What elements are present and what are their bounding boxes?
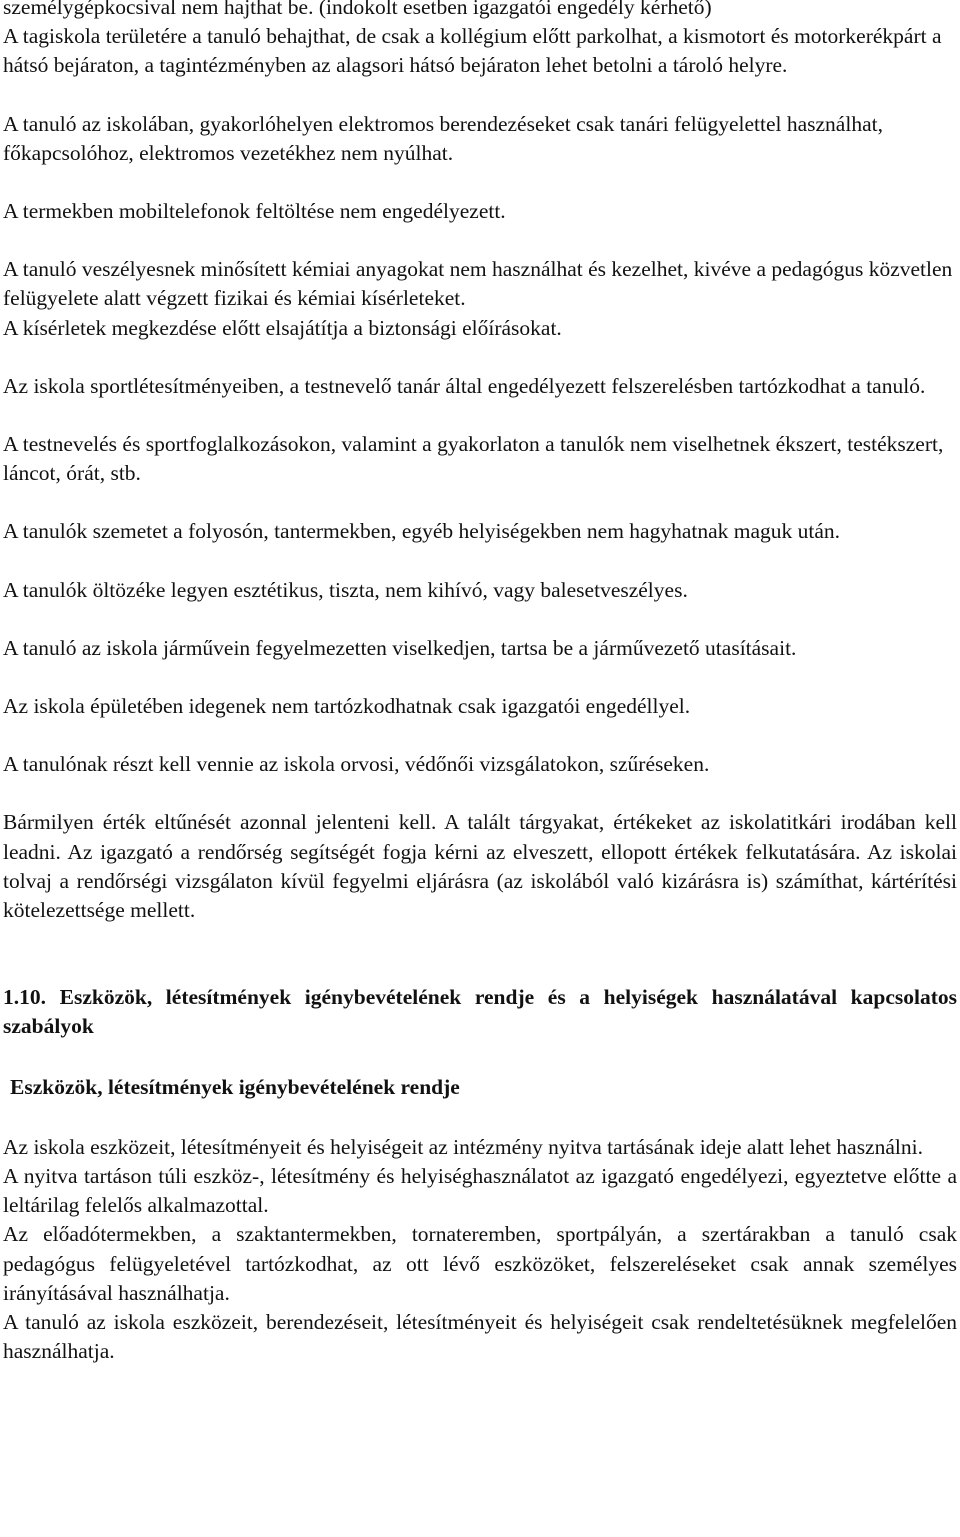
paragraph-supervised-rooms: Az előadótermekben, a szaktantermekben, tornateremben, sportpályán, a szertárakban a tanuló csak pedagógus felügyeletével tartózkodhat, az ott lévő eszközöket, felszereléseket csak annak személyes irányításával használhatja. <box>3 1222 957 1305</box>
paragraph-lost-valuables: Bármilyen érték eltűnését azonnal jelenteni kell. A talált tárgyakat, értékeket az iskolatitkári irodában kell leadni. Az igazgató a rendőrség segítségét fogja kérni az elveszett, ellopott értékek felkutatására. Az iskolai tolvaj a rendőrségi vizsgálaton kívül fegyelmi eljárásra (az iskolából való kizárásra is) számíthat, kártérítési kötelezettsége mellett. <box>3 810 957 923</box>
paragraph-clothing: A tanulók öltözéke legyen esztétikus, tiszta, nem kihívó, vagy balesetveszélyes. <box>3 577 688 602</box>
paragraph-medical-checks: A tanulónak részt kell vennie az iskola orvosi, védőnői vizsgálatokon, szűréseken. <box>3 752 710 777</box>
paragraph-safety-rules: A kísérletek megkezdése előtt elsajátítja a biztonsági előírásokat. <box>3 315 562 340</box>
section-subheading: Eszközök, létesítmények igénybevételének rendje <box>10 1074 460 1099</box>
paragraph-sports-facilities: Az iskola sportlétesítményeiben, a testnevelő tanár által engedélyezett felszerelésben tartózkodhat a tanuló. <box>3 373 926 398</box>
paragraph-after-hours-use: A nyitva tartáson túli eszköz-, létesítmény és helyiséghasználatot az igazgató engedélyezi, egyeztetve előtte a leltárilag felelős alkalmazottal. <box>3 1164 957 1218</box>
paragraph-chemicals: A tanuló veszélyesnek minősített kémiai anyagokat nem használhat és kezelhet, kivéve a pedagógus közvetlen felügyelete alatt végzett fizikai és kémiai kísérleteket. <box>3 257 953 311</box>
paragraph-opening-hours: Az iskola eszközeit, létesítményeit és helyiségeit az intézmény nyitva tartásának ideje alatt lehet használni. <box>3 1134 923 1159</box>
paragraph-electrical-devices: A tanuló az iskolában, gyakorlóhelyen elektromos berendezéseket csak tanári felügyelettel használhat, főkapcsolóhoz, elektromos vezetékhez nem nyúlhat. <box>3 111 883 165</box>
paragraph-school-vehicles: A tanuló az iskola járművein fegyelmezetten viselkedjen, tartsa be a járművezető utasításait. <box>3 635 797 660</box>
paragraph-phone-charging: A termekben mobiltelefonok feltöltése nem engedélyezett. <box>3 199 506 224</box>
paragraph-jewelry: A testnevelés és sportfoglalkozásokon, valamint a gyakorlaton a tanulók nem viselhetnek ékszert, testékszert, láncot, órát, stb. <box>3 432 944 486</box>
paragraph-strangers: Az iskola épületében idegenek nem tartózkodhatnak csak igazgatói engedéllyel. <box>3 694 691 719</box>
section-heading: 1.10. Eszközök, létesítmények igénybevételének rendje és a helyiségek használatával kapcsolatos szabályok <box>3 985 957 1039</box>
paragraph-vehicle-entry: személygépkocsival nem hajthat be. (indokolt esetben igazgatói engedély kérhető) <box>3 0 712 19</box>
paragraph-proper-use: A tanuló az iskola eszközeit, berendezéseit, létesítményeit és helyiségeit csak rendeltetésüknek megfelelően használhatja. <box>3 1310 957 1364</box>
paragraph-litter: A tanulók szemetet a folyosón, tantermekben, egyéb helyiségekben nem hagyhatnak maguk után. <box>3 519 841 544</box>
document-page <box>3 0 957 1367</box>
paragraph-member-school-parking: A tagiskola területére a tanuló behajthat, de csak a kollégium előtt parkolhat, a kismotort és motorkerékpárt a hátsó bejáraton, a tagintézményben az alagsori hátsó bejáraton lehet betolni a tároló helyre. <box>3 24 942 78</box>
